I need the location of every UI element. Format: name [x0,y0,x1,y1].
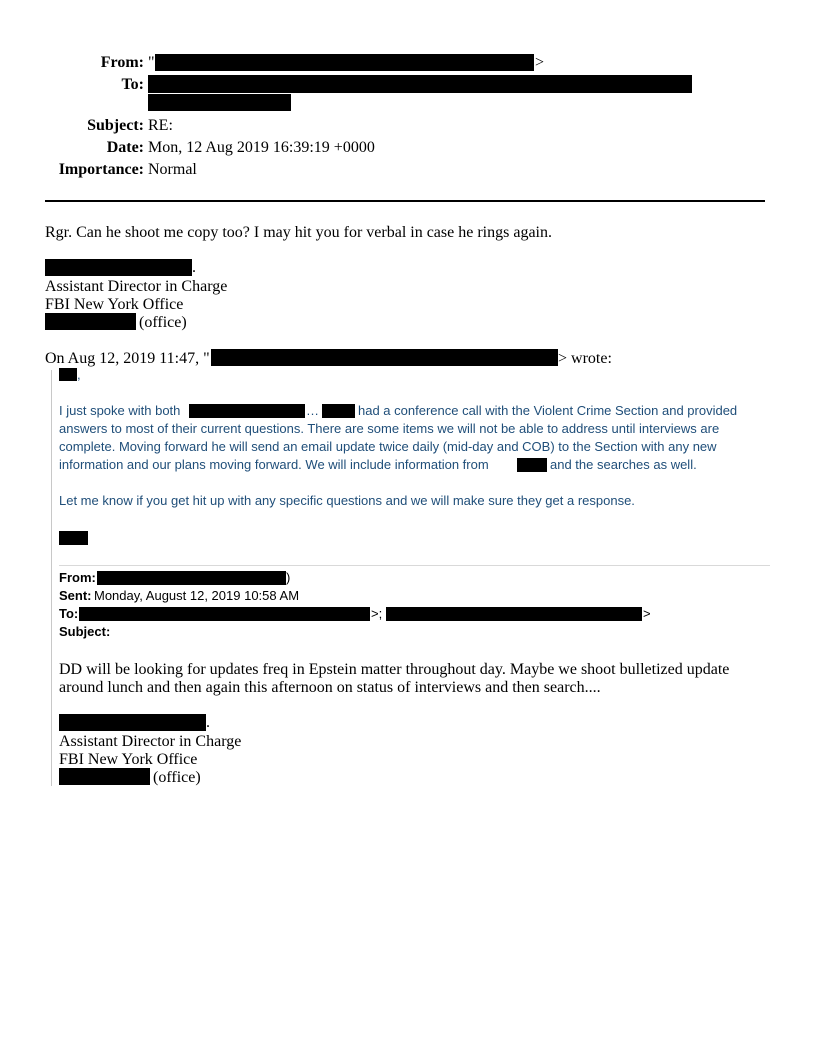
redacted-name-1 [189,404,305,418]
redacted-to-line-1 [148,75,692,93]
inner-to-close: > [643,606,651,621]
inner-sig-period: . [206,714,210,731]
p1-part-a: I just spoke with both [59,403,181,418]
redacted-to-line-2 [148,94,291,111]
redacted-quoted-signature [59,531,88,545]
redacted-inner-sender-name [59,714,206,731]
inner-from-label: From: [59,570,96,585]
inner-body-line-1: DD will be looking for updates freq in Epstein matter throughout day. Maybe we shoot bulletized update [59,661,730,678]
redacted-inner-to-1 [79,607,370,621]
inner-divider [59,565,770,566]
from-label: From: [100,54,144,71]
header-divider [45,200,765,202]
importance-label: Importance: [58,161,144,178]
redacted-phone [45,313,136,330]
p2: Let me know if you get hit up with any specific questions and we will make sure they get a response. [59,493,635,508]
redacted-sender-name [45,259,192,276]
inner-to-label: To: [59,606,79,621]
redacted-inner-to-2 [386,607,642,621]
quote-attribution-suffix: > wrote: [558,350,612,367]
quote-attribution-prefix: On Aug 12, 2019 11:47, " [45,350,210,367]
to-label: To: [121,76,144,93]
redacted-name-2 [322,404,355,418]
redacted-from-address [155,54,534,71]
inner-sent-value: Monday, August 12, 2019 10:58 AM [94,588,300,603]
inner-sig-phone-suffix: (office) [153,769,201,786]
reply-body: Rgr. Can he shoot me copy too? I may hit you for verbal in case he rings again. [45,224,552,241]
redacted-greeting-name [59,368,77,381]
inner-sig-office: FBI New York Office [59,751,198,768]
redacted-inner-from [97,571,286,585]
inner-sent-label: Sent: [59,588,92,603]
subject-label: Subject: [87,117,144,134]
sig-period: . [192,259,196,276]
inner-to-sep: >; [371,606,383,621]
sig-phone-suffix: (office) [139,314,187,331]
importance-value: Normal [148,161,197,178]
from-close: > [535,54,545,71]
date-value: Mon, 12 Aug 2019 16:39:19 +0000 [148,139,375,156]
inner-body-line-2: around lunch and then again this afternoon on status of interviews and then search.... [59,679,601,696]
date-label: Date: [106,139,144,156]
sig-office: FBI New York Office [45,296,184,313]
sig-title: Assistant Director in Charge [45,278,228,295]
greeting-comma: , [77,367,81,382]
p1-part-c: had a conference call with the Violent Crime Section and provided [358,403,738,418]
p1-ellipsis: … [306,403,319,418]
inner-sig-title: Assistant Director in Charge [59,733,242,750]
quote-bar [51,370,52,786]
redacted-source [517,458,547,472]
inner-subject-label: Subject: [59,624,111,639]
p1-line-3: complete. Moving forward he will send an email update twice daily (mid-day and COB) to the Section with any new [59,439,717,454]
subject-value: RE: [148,117,173,134]
p1-line-2: answers to most of their current questions. There are some items we will not be able to address until interviews are [59,421,720,436]
inner-from-close: ) [286,570,291,585]
p1-line-4-b: and the searches as well. [550,457,697,472]
redacted-quoted-sender [211,349,558,366]
from-quote: " [148,54,155,71]
redacted-inner-phone [59,768,150,785]
p1-line-4-a: information and our plans moving forward. We will include information from [59,457,489,472]
